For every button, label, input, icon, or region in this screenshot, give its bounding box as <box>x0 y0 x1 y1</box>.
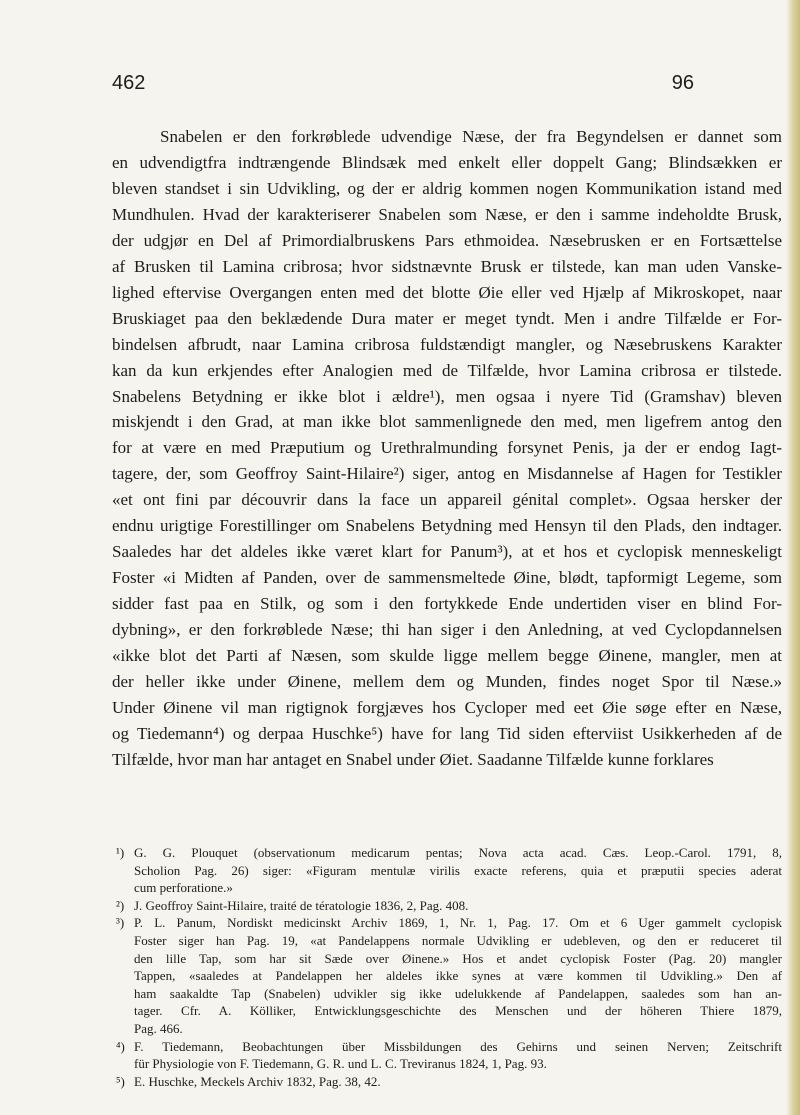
body-line: dybning», er den forkrøblede Næse; thi han siger i den Anledning, at ved Cyclopdannelsen <box>112 620 782 640</box>
footnote-line: E. Huschke, Meckels Archiv 1832, Pag. 38, 42. <box>134 1073 381 1089</box>
body-line: Bruskiaget paa den beklædende Dura mater er meget tyndt. Men i andre Tilfælde er For- <box>112 308 782 328</box>
body-line: af Brusken til Lamina cribrosa; hvor sidstnævnte Brusk er tilstede, kan man uden Vanske- <box>112 256 782 276</box>
body-line: lighed eftervise Overgangen enten med det blotte Øie eller ved Hjælp af Mikroskopet, naar <box>112 282 782 302</box>
main-paragraph <box>112 124 782 773</box>
body-line: der heller ikke under Øinene, mellem dem og Munden, findes noget Spor til Næse.» <box>112 672 782 692</box>
footnote-marker: ³) <box>116 915 125 931</box>
body-line: og Tiedemann⁴) og derpaa Huschke⁵) have for lang Tid siden efterviist Usikkerheden af de <box>112 723 782 743</box>
body-line: bleven standset i sin Udvikling, og der er aldrig kommen nogen Kommunikation istand med <box>112 178 782 198</box>
footnote-line: Scholion Pag. 26) siger: «Figuram mentulæ virilis exacte referens, quia et præputii species aderat <box>134 862 782 878</box>
body-line: «ikke blot det Parti af Næsen, som skulde ligge mellem begge Øinene, mangler, men at <box>112 646 782 666</box>
running-header <box>112 72 694 96</box>
footnote-line: F. Tiedemann, Beobachtungen über Missbildungen des Gehirns und seinen Nerven; Zeitschrift <box>134 1038 782 1054</box>
footnote-marker: ⁵) <box>116 1073 125 1089</box>
footnote-2 <box>112 897 782 915</box>
page-edge <box>786 0 800 1115</box>
footnote-5 <box>112 1073 782 1091</box>
footnote-line: Tappen, «saaledes at Pandelappen her aldeles ikke synes at være kommen til Udvikling.» Den af <box>134 968 782 984</box>
footnote-marker: ⁴) <box>116 1038 125 1054</box>
body-line: Snabelen er den forkrøblede udvendige Næse, der fra Begyndelsen er dannet som <box>160 127 782 146</box>
footnote-1 <box>112 844 782 897</box>
body-line: «et ont fini par découvrir dans la face un appareil génital complet». Ogsaa hersker der <box>112 490 782 510</box>
page-number-left: 462 <box>112 72 146 94</box>
body-line: for at være en med Præputium og Urethralmunding forsynet Penis, ja der er endog Iagt- <box>112 438 782 458</box>
body-line: tagere, der, som Geoffroy Saint-Hilaire²) siger, antog en Misdannelse af Hagen for Testikler <box>112 464 782 484</box>
footnote-line: den lille Tap, som har sit Sæde over Øinene.» Hos et andet cyclopisk Foster (Pag. 20) mangler <box>134 950 782 966</box>
footnote-line: Foster siger han Pag. 19, «at Pandelappens normale Udvikling er udebleven, og den er reduceret til <box>134 932 782 948</box>
body-line: Snabelens Betydning er ikke blot i ældre¹), men ogsaa i nyere Tid (Gramshav) bleven <box>112 386 782 406</box>
footnote-line: P. L. Panum, Nordiskt medicinskt Archiv 1869, 1, Nr. 1, Pag. 17. Om et 6 Uger gammelt cyclopisk <box>134 915 782 931</box>
footnote-marker: ²) <box>116 897 125 913</box>
body-line: sidder fast paa en Stilk, og som i den fortykkede Ende undertiden viser en blind For- <box>112 594 782 614</box>
footnote-4 <box>112 1038 782 1073</box>
footnotes <box>112 844 782 1090</box>
body-line: miskjendt i den Grad, at man ikke blot sammenlignede den med, men ligefrem antog den <box>112 412 782 432</box>
footnote-line: ham saakaldte Tap (Snabelen) udvikler sig ikke udelukkende af Pandelappen, saaledes som han an- <box>134 985 782 1001</box>
footnote-line: cum perforatione.» <box>134 880 233 896</box>
body-line: Tilfælde, hvor man har antaget en Snabel under Øiet. Saadanne Tilfælde kunne forklares <box>112 749 714 769</box>
footnote-3 <box>112 914 782 1037</box>
body-line: endnu urigtige Forestillinger om Snabelens Betydning med Hensyn til den Plads, den indtager. <box>112 516 782 536</box>
body-line: en udvendigtfra indtrængende Blindsæk med enkelt eller doppelt Gang; Blindsækken er <box>112 152 782 172</box>
body-line: bindelsen afbrudt, naar Lamina cribrosa fuldstændigt mangler, og Næsebruskens Karakter <box>112 334 782 354</box>
footnote-line: für Physiologie von F. Tiedemann, G. R. und L. C. Treviranus 1824, 1, Pag. 93. <box>134 1056 547 1072</box>
body-line: der udgjør en Del af Primordialbruskens Pars ethmoidea. Næsebrusken er en Fortsættelse <box>112 230 782 250</box>
body-line: Saaledes har det aldeles ikke været klart for Panum³), at et hos et cyclopisk menneskeligt <box>112 542 782 562</box>
footnote-line: J. Geoffroy Saint-Hilaire, traité de tératologie 1836, 2, Pag. 408. <box>134 897 469 913</box>
footnote-line: Pag. 466. <box>134 1020 183 1036</box>
body-line: Under Øinene vil man rigtignok forgjæves hos Cycloper med eet Øie søge efter en Næse, <box>112 697 782 717</box>
body-line: kan da kun erkjendes efter Analogien med de Tilfælde, hvor Lamina cribrosa er tilstede. <box>112 360 782 380</box>
footnote-line: G. G. Plouquet (observationum medicarum pentas; Nova acta acad. Cæs. Leop.-Carol. 1791, 8, <box>134 845 782 860</box>
page-number-right: 96 <box>671 72 694 94</box>
body-line: Foster «i Midten af Panden, over de sammensmeltede Øine, blødt, tapformigt Legeme, som <box>112 568 782 588</box>
footnote-marker: ¹) <box>116 845 125 860</box>
body-line: Mundhulen. Hvad der karakteriserer Snabelen som Næse, er den i samme indeholdte Brusk, <box>112 204 782 224</box>
footnote-line: tager. Cfr. A. Kölliker, Entwicklungsgeschichte des Menschen und der höheren Thiere 1879, <box>134 1003 782 1019</box>
